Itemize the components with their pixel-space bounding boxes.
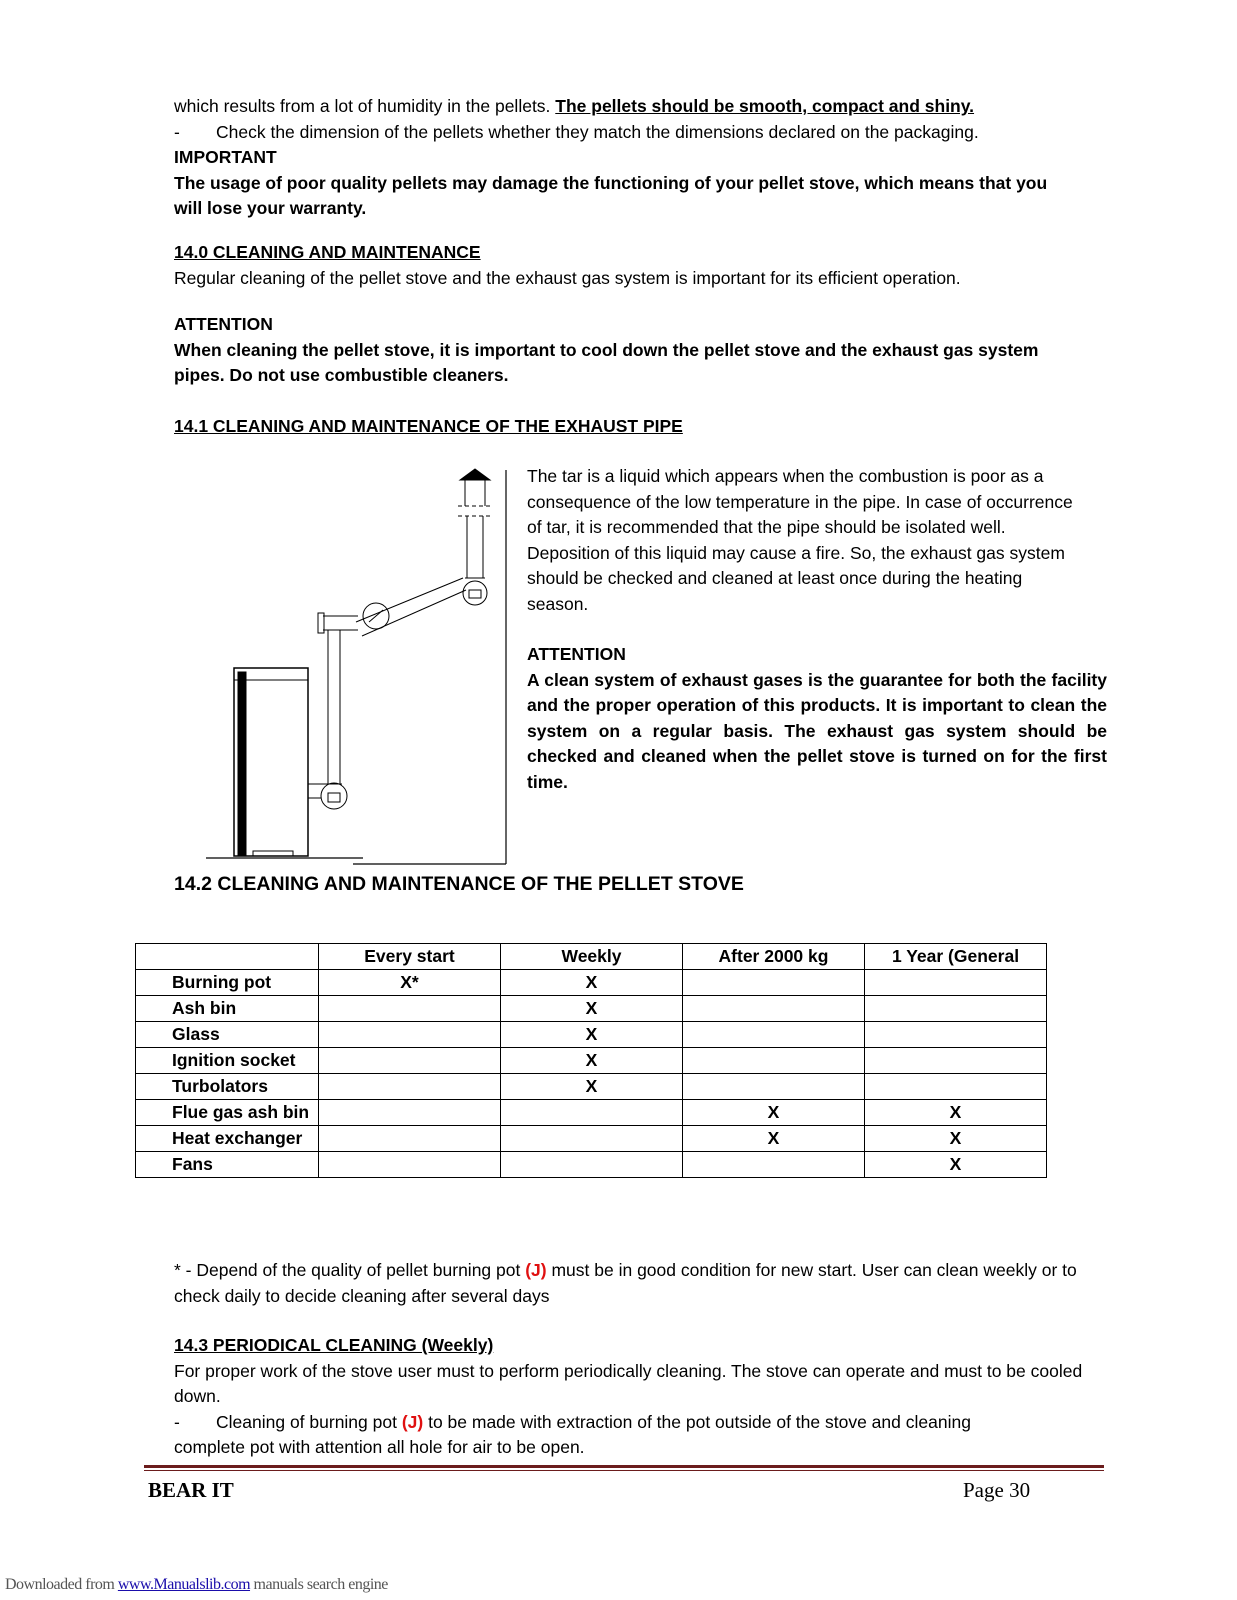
- table-cell: X*: [319, 970, 501, 996]
- table-cell: [501, 1100, 683, 1126]
- table-cell: [683, 1048, 865, 1074]
- important-text: The usage of poor quality pellets may damage the functioning of your pellet stove, which means that you will lose your warranty.: [174, 172, 1048, 218]
- note-part: * - Depend of the quality of pellet burning pot: [174, 1260, 526, 1280]
- bullet-dash: -: [174, 121, 180, 142]
- intro-text: which results from a lot of humidity in the pellets.: [174, 96, 556, 116]
- table-cell: [319, 1048, 501, 1074]
- attention-label: ATTENTION: [527, 644, 626, 664]
- table-cell: [683, 1074, 865, 1100]
- table-cell: X: [501, 1048, 683, 1074]
- table-row: [136, 1074, 1047, 1100]
- column-header: After 2000 kg: [683, 944, 865, 970]
- attention-text: When cleaning the pellet stove, it is important to cool down the pellet stove and the exhaust gas system pipes. Do not use combustible cleaners.: [174, 339, 1039, 385]
- attention-label: ATTENTION: [174, 314, 273, 334]
- bullet-burning-pot: [174, 1410, 1094, 1436]
- section-14-0: [174, 240, 1094, 389]
- page-number: Page 30: [963, 1478, 1031, 1502]
- table-cell: X: [865, 1152, 1047, 1178]
- table-cell: [319, 996, 501, 1022]
- footer-brand: BEAR IT: [148, 1478, 234, 1502]
- table-cell: X: [865, 1100, 1047, 1126]
- section-text: Regular cleaning of the pellet stove and the exhaust gas system is important for its efficient operation.: [174, 267, 961, 288]
- bullet-continuation: complete pot with attention all hole for air to be open.: [174, 1437, 585, 1457]
- bullet-text: Check the dimension of the pellets whether they match the dimensions declared on the packaging.: [216, 121, 979, 142]
- attention-text: A clean system of exhaust gases is the guarantee for both the facility and the proper operation of this products. It is important to clean the system on a regular basis. The exhaust gas system should be checked and cleaned when the pellet stove is turned on for the first time.: [527, 669, 1107, 792]
- row-label: Flue gas ash bin: [136, 1100, 319, 1126]
- section-text: For proper work of the stove user must to perform periodically cleaning. The stove can operate and must to be cooled down.: [174, 1360, 1083, 1406]
- section-heading: 14.3 PERIODICAL CLEANING (Weekly): [174, 1335, 494, 1355]
- row-label: Burning pot: [136, 970, 319, 996]
- note-part: must be in good condition for new start. User can clean weekly or to check daily to decide cleaning after several days: [174, 1260, 1077, 1306]
- table-row: [136, 1022, 1047, 1048]
- row-label: Fans: [136, 1152, 319, 1178]
- row-label: Turbolators: [136, 1074, 319, 1100]
- download-prefix: Downloaded from: [5, 1576, 118, 1593]
- section-heading: 14.1 CLEANING AND MAINTENANCE OF THE EXHAUST PIPE: [174, 416, 683, 436]
- table-cell: [319, 1022, 501, 1048]
- table-row: [136, 996, 1047, 1022]
- table-cell: [319, 1100, 501, 1126]
- table-cell: [865, 1022, 1047, 1048]
- table-cell: [865, 996, 1047, 1022]
- table-cell: [501, 1152, 683, 1178]
- table-cell: X: [865, 1126, 1047, 1152]
- footer-rule: [144, 1465, 1104, 1468]
- table-cell: [501, 1126, 683, 1152]
- table-cell: [865, 1074, 1047, 1100]
- maintenance-table: [135, 943, 1047, 1178]
- column-header: Every start: [319, 944, 501, 970]
- table-cell: [683, 1022, 865, 1048]
- section-14-1-text: [527, 464, 1107, 795]
- footer-rule-thin: [144, 1470, 1104, 1471]
- table-cell: X: [683, 1100, 865, 1126]
- table-cell: X: [501, 970, 683, 996]
- table-row: [136, 1126, 1047, 1152]
- table-cell: X: [501, 1074, 683, 1100]
- bullet-part: to be made with extraction of the pot outside of the stove and cleaning: [423, 1411, 971, 1432]
- note-text: [174, 1258, 1094, 1309]
- table-cell: X: [501, 996, 683, 1022]
- pellet-quality-line: [174, 94, 1094, 120]
- exhaust-pipe-diagram: [198, 466, 518, 866]
- intro-bold-text: The pellets should be smooth, compact and shiny.: [555, 96, 975, 116]
- table-cell: [683, 1152, 865, 1178]
- bullet-check-dimension: [174, 120, 1094, 146]
- row-label: Glass: [136, 1022, 319, 1048]
- column-header: Weekly: [501, 944, 683, 970]
- table-cell: [865, 1048, 1047, 1074]
- table-row: [136, 970, 1047, 996]
- row-label: Ash bin: [136, 996, 319, 1022]
- bullet-text: [216, 1410, 971, 1436]
- table-cell: X: [683, 1126, 865, 1152]
- table-cell: [865, 970, 1047, 996]
- table-note: [174, 1258, 1094, 1309]
- bullet-part: Cleaning of burning pot: [216, 1411, 402, 1432]
- bullet-dash: -: [174, 1411, 180, 1432]
- table-row: [136, 1152, 1047, 1178]
- section-heading: 14.2 CLEANING AND MAINTENANCE OF THE PELLET STOVE: [174, 873, 744, 895]
- table-header-row: [136, 944, 1047, 970]
- table-cell: [683, 996, 865, 1022]
- section-14-3: [174, 1333, 1094, 1461]
- section-heading: 14.0 CLEANING AND MAINTENANCE: [174, 242, 481, 262]
- table-cell: [319, 1126, 501, 1152]
- column-header: 1 Year (General: [865, 944, 1047, 970]
- row-label: Heat exchanger: [136, 1126, 319, 1152]
- ref-j: (J): [525, 1260, 547, 1280]
- tar-text: The tar is a liquid which appears when the combustion is poor as a consequence of the low temperature in the pipe. In case of occurrence of tar, it is recommended that the pipe should be isolated well. Deposition of this liquid may cause a fire. So, the exhaust gas system should be checked and cleaned at least once during the heating season.: [527, 466, 1073, 614]
- section-14-1-heading-block: [174, 414, 1094, 440]
- table-row: [136, 1100, 1047, 1126]
- table-cell: [319, 1074, 501, 1100]
- download-suffix: manuals search engine: [250, 1576, 388, 1593]
- table-cell: X: [501, 1022, 683, 1048]
- intro-section: [174, 94, 1094, 222]
- section-14-2-heading-block: [174, 872, 1094, 898]
- important-label: IMPORTANT: [174, 147, 277, 167]
- table-row: [136, 1048, 1047, 1074]
- manualslib-link[interactable]: www.Manualslib.com: [117, 1576, 251, 1593]
- download-credit: [5, 1576, 388, 1594]
- table-cell: [683, 970, 865, 996]
- ref-j: (J): [401, 1411, 424, 1432]
- header-corner-cell: [136, 944, 319, 970]
- row-label: Ignition socket: [136, 1048, 319, 1074]
- table-cell: [319, 1152, 501, 1178]
